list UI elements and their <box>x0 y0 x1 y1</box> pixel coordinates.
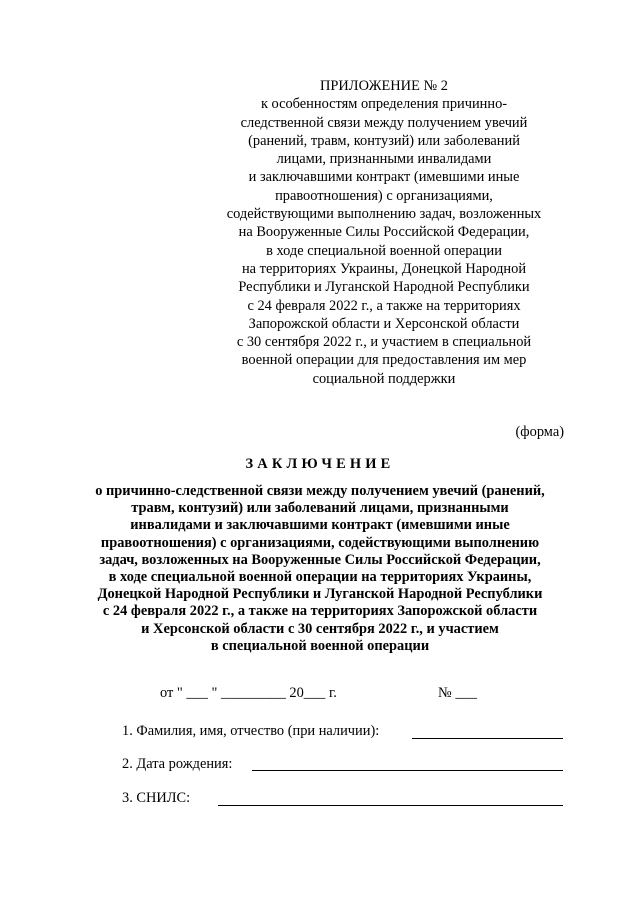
appendix-line: правоотношения) с организациями, <box>275 187 493 204</box>
appendix-line: с 24 февраля 2022 г., а также на территориях <box>247 297 521 314</box>
appendix-line: Республики и Луганской Народной Республики <box>238 279 530 296</box>
appendix-line: на Вооруженные Силы Российской Федерации, <box>238 224 530 241</box>
appendix-line: и заключавшими контракт (имевшими иные <box>248 169 520 186</box>
appendix-line: к особенностям определения причинно- <box>260 96 508 113</box>
subtitle-line: в ходе специальной военной операции на территориях Украины, <box>108 569 532 586</box>
subtitle-line: травм, контузий) или заболеваний лицами, признанными <box>131 500 509 517</box>
appendix-line: (ранений, травм, контузий) или заболеваний <box>248 132 520 149</box>
date-line[interactable]: от " ___ " _________ 20___ г. <box>160 685 337 701</box>
subtitle-line: инвалидами и заключавшими контракт (имевшими иные <box>130 517 510 534</box>
subtitle-line: с 24 февраля 2022 г., а также на территориях Запорожской области <box>102 603 538 620</box>
field-birth-date-input-line[interactable] <box>252 770 563 771</box>
form-note: (форма) <box>515 424 564 440</box>
subtitle-line: о причинно-следственной связи между получением увечий (ранений, <box>95 483 545 499</box>
field-snils-input-line[interactable] <box>218 805 563 806</box>
appendix-line: военной операции для предоставления им мер <box>241 352 527 369</box>
document-subtitle <box>40 483 600 655</box>
field-snils-label: 3. СНИЛС: <box>122 790 191 806</box>
subtitle-line: Донецкой Народной Республики и Луганской Народной Республики <box>97 586 543 603</box>
document-title: ЗАКЛЮЧЕНИЕ <box>245 456 395 472</box>
appendix-line: ПРИЛОЖЕНИЕ № 2 <box>320 78 448 94</box>
subtitle-line: правоотношения) с организациями, содействующими выполнению <box>100 534 540 551</box>
appendix-line: содействующими выполнению задач, возложенных <box>226 206 542 223</box>
appendix-line: в ходе специальной военной операции <box>266 242 502 259</box>
field-full-name-input-line[interactable] <box>412 738 563 739</box>
appendix-line: с 30 сентября 2022 г., и участием в специальной <box>236 334 532 351</box>
field-birth-date-label: 2. Дата рождения: <box>122 756 233 772</box>
field-full-name-label: 1. Фамилия, имя, отчество (при наличии): <box>122 723 380 739</box>
appendix-line: следственной связи между получением увечий <box>240 114 528 131</box>
appendix-line: социальной поддержки <box>312 370 456 387</box>
appendix-line: на территориях Украины, Донецкой Народной <box>241 260 527 277</box>
appendix-line: лицами, признанными инвалидами <box>276 151 492 168</box>
subtitle-line: задач, возложенных на Вооруженные Силы Российской Федерации, <box>99 551 541 568</box>
subtitle-line: и Херсонской области с 30 сентября 2022 г., и участием <box>141 620 499 637</box>
document-number-line[interactable]: № ___ <box>438 685 477 701</box>
appendix-header <box>205 77 563 388</box>
subtitle-line: в специальной военной операции <box>210 637 430 654</box>
appendix-line: Запорожской области и Херсонской области <box>248 315 520 332</box>
